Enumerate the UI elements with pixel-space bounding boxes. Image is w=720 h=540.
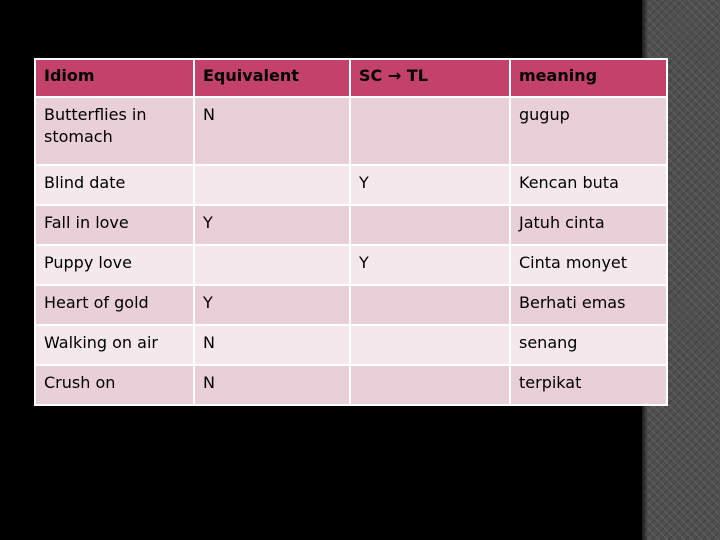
cell-equivalent: N [194, 325, 350, 365]
cell-sc-tl [350, 325, 510, 365]
cell-meaning: Jatuh cinta [510, 205, 667, 245]
cell-equivalent: Y [194, 205, 350, 245]
cell-sc-tl: Y [350, 165, 510, 205]
cell-meaning: senang [510, 325, 667, 365]
cell-equivalent: Y [194, 285, 350, 325]
cell-idiom: Crush on [35, 365, 194, 405]
header-sc-tl: SC → TL [350, 59, 510, 97]
cell-sc-tl [350, 205, 510, 245]
cell-idiom: Blind date [35, 165, 194, 205]
table-row [35, 285, 667, 325]
header-meaning: meaning [510, 59, 667, 97]
cell-sc-tl [350, 285, 510, 325]
cell-equivalent [194, 245, 350, 285]
cell-idiom: Butterflies in stomach [35, 97, 194, 165]
header-equivalent: Equivalent [194, 59, 350, 97]
cell-equivalent: N [194, 97, 350, 165]
table-row [35, 245, 667, 285]
table-header-row [35, 59, 667, 97]
table-row [35, 325, 667, 365]
cell-idiom: Heart of gold [35, 285, 194, 325]
cell-sc-tl: Y [350, 245, 510, 285]
header-idiom: Idiom [35, 59, 194, 97]
cell-idiom: Fall in love [35, 205, 194, 245]
cell-meaning: Cinta monyet [510, 245, 667, 285]
cell-sc-tl [350, 97, 510, 165]
table-row [35, 97, 667, 165]
cell-meaning: gugup [510, 97, 667, 165]
cell-idiom: Walking on air [35, 325, 194, 365]
cell-meaning: Berhati emas [510, 285, 667, 325]
cell-meaning: terpikat [510, 365, 667, 405]
cell-equivalent: N [194, 365, 350, 405]
cell-idiom: Puppy love [35, 245, 194, 285]
cell-equivalent [194, 165, 350, 205]
cell-meaning: Kencan buta [510, 165, 667, 205]
table-row [35, 205, 667, 245]
cell-sc-tl [350, 365, 510, 405]
table-row [35, 365, 667, 405]
idiom-table [34, 58, 668, 406]
table-row [35, 165, 667, 205]
